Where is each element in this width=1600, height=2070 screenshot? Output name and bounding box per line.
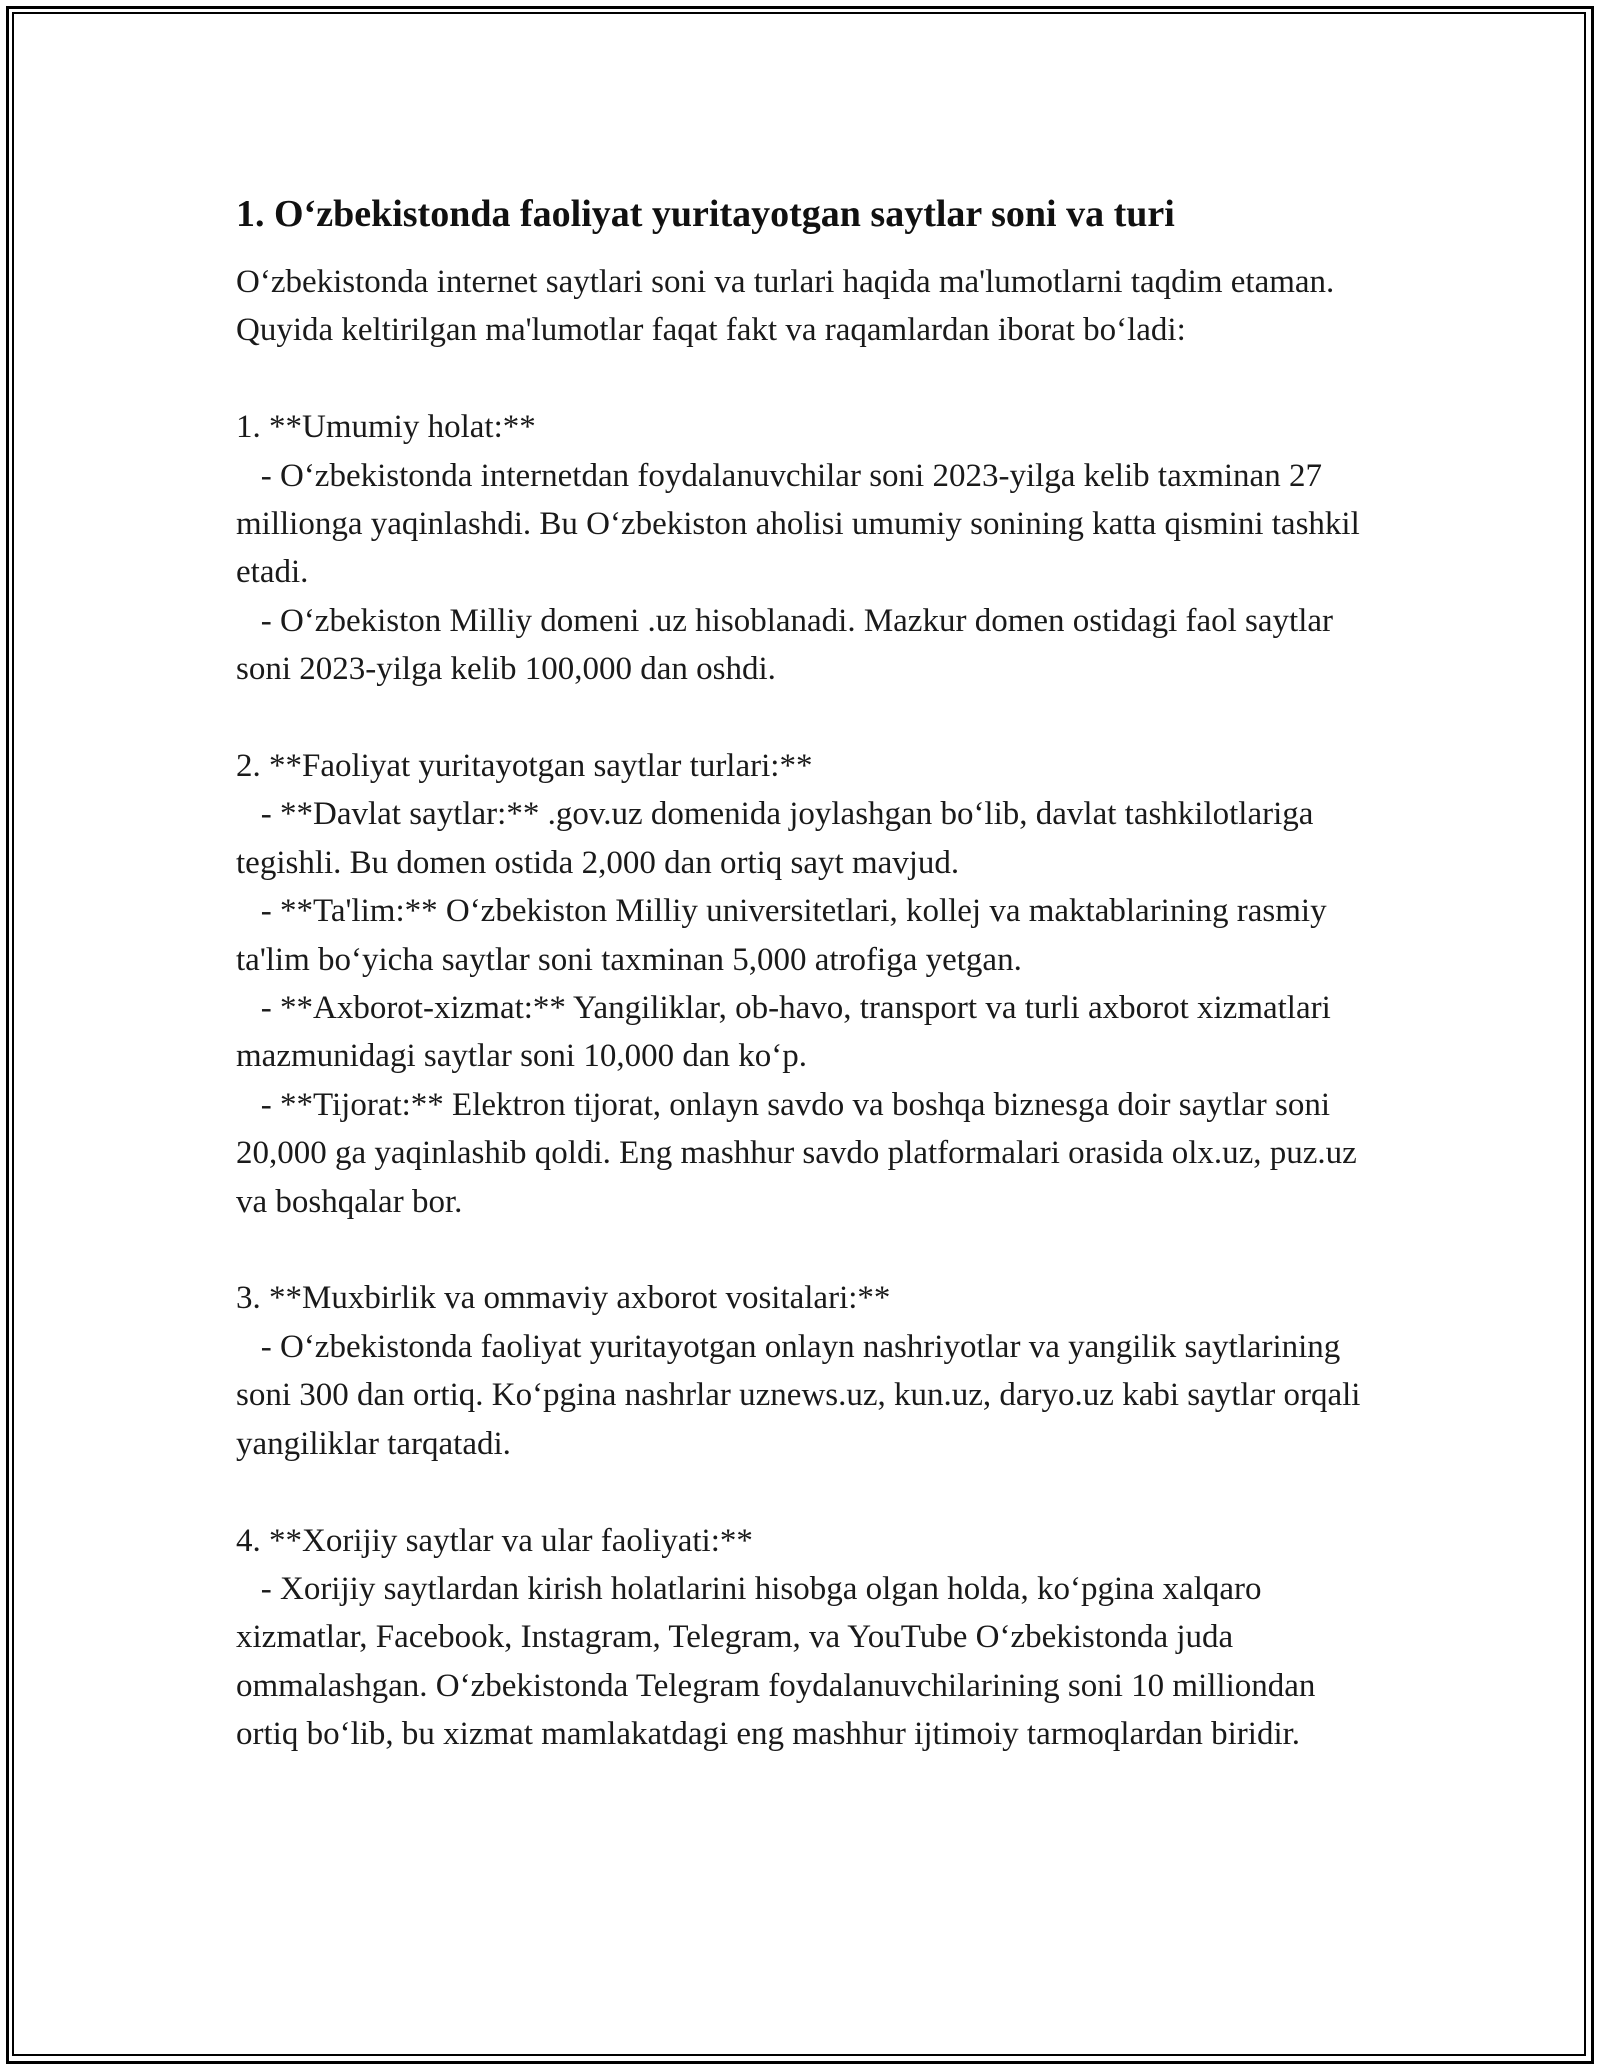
section-media <box>236 1274 1369 1468</box>
section-foreign-sites <box>236 1517 1366 1759</box>
list-item: - Xorijiy saytlardan kirish holatlarini hisobga olgan holda, ko‘pgina xalqaro xizmatlar, Facebook, Instagram, Telegram, va YouTube O‘zbekistonda juda ommalashgan. O‘zbekistonda Telegram foydalanuvchilarining soni 10 milliondan ortiq bo‘lib, bu xizmat mamlakatdagi eng mashhur ijtimoiy tarmoqlardan biridir. <box>236 1570 1324 1753</box>
list-item: - **Davlat saytlar:** .gov.uz domenida joylashgan bo‘lib, davlat tashkilotlariga tegishli. Bu domen ostida 2,000 dan ortiq sayt mavjud. <box>236 796 1322 881</box>
list-item: - **Tijorat:** Elektron tijorat, onlayn savdo va boshqa biznesga doir saytlar soni 20,000 ga yaqinlashib qoldi. Eng mashhur savdo platformalari orasida olx.uz, puz.uz va boshqalar bor. <box>236 1086 1366 1220</box>
paragraph-gap <box>236 355 1366 403</box>
section-overview <box>236 403 1369 693</box>
list-item: - O‘zbekiston Milliy domeni .uz hisoblanadi. Mazkur domen ostidagi faol saytlar soni 2023-yilga kelib 100,000 dan oshdi. <box>236 602 1342 688</box>
list-item: - O‘zbekistonda internetdan foydalanuvchilar soni 2023-yilga kelib taxminan 27 millionga yaqinlashdi. Bu O‘zbekiston aholisi umumiy sonining katta qismini tashkil etadi. <box>236 457 1369 591</box>
paragraph-gap <box>236 694 1366 742</box>
section-site-types <box>236 742 1366 1226</box>
section-title: 3. **Muxbirlik va ommaviy axborot vositalari:** <box>236 1280 891 1317</box>
document-heading: 1. O‘zbekistonda faoliyat yuritayotgan saytlar soni va turi <box>236 193 1175 235</box>
section-title: 4. **Xorijiy saytlar va ular faoliyati:** <box>236 1522 753 1559</box>
list-item: - **Ta'lim:** O‘zbekiston Milliy universitetlari, kollej va maktablarining rasmiy ta'lim bo‘yicha saytlar soni taxminan 5,000 atrofiga yetgan. <box>236 893 1335 978</box>
document-body <box>236 188 1369 1759</box>
paragraph-gap <box>236 1468 1366 1516</box>
list-item: - O‘zbekistonda faoliyat yuritayotgan onlayn nashriyotlar va yangilik saytlarining soni 300 dan ortiq. Ko‘pgina nashrlar uznews.uz, kun.uz, daryo.uz kabi saytlar orqali yangiliklar tarqatadi. <box>236 1328 1369 1462</box>
section-title: 2. **Faoliyat yuritayotgan saytlar turlari:** <box>236 748 813 785</box>
list-item: - **Axborot-xizmat:** Yangiliklar, ob-havo, transport va turli axborot xizmatlari mazmunidagi saytlar soni 10,000 dan ko‘p. <box>236 990 1340 1075</box>
intro-paragraph: O‘zbekistonda internet saytlari soni va turlari haqida ma'lumotlarni taqdim etaman. Quyida keltirilgan ma'lumotlar faqat fakt va raqamlardan iborat bo‘ladi: <box>236 264 1343 349</box>
paragraph-gap <box>236 1226 1366 1274</box>
section-title: 1. **Umumiy holat:** <box>236 409 536 446</box>
